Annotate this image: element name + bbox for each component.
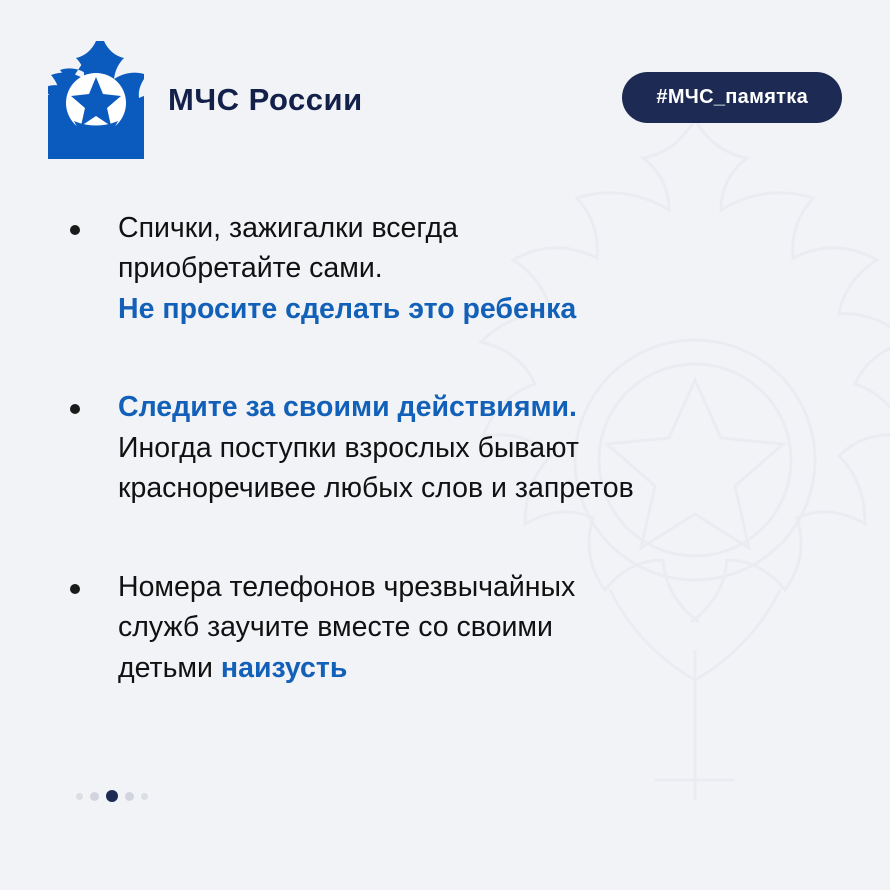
bullet-text — [118, 208, 576, 329]
header — [48, 40, 842, 160]
bullet-line-accent: наизусть — [220, 651, 348, 684]
pager-dot[interactable] — [125, 792, 134, 801]
emercom-emblem-icon — [48, 41, 144, 159]
bullet-dot-icon — [70, 225, 80, 235]
pager-dot[interactable] — [141, 793, 148, 800]
bullet-line-accent: Следите за своими действиями. — [118, 391, 577, 424]
bullet-text — [118, 387, 634, 508]
pager-dot-active[interactable] — [106, 790, 118, 802]
bullet-text — [118, 567, 575, 688]
list-item — [70, 208, 830, 329]
bullet-line-accent: Не просите сделать это ребенка — [118, 292, 577, 325]
bullet-line: красноречивее любых слов и запретов — [118, 472, 634, 505]
bullet-dot-icon — [70, 404, 80, 414]
bullet-line: служб заучите вместе со своими — [118, 611, 553, 644]
pager-dot[interactable] — [76, 793, 83, 800]
list-item — [70, 387, 830, 508]
carousel-pager[interactable] — [76, 790, 148, 802]
bullet-dot-icon — [70, 584, 80, 594]
bullet-list — [70, 208, 830, 746]
page-title: МЧС России — [168, 82, 363, 117]
list-item — [70, 567, 830, 688]
bullet-line: детьми — [118, 651, 221, 684]
pager-dot[interactable] — [90, 792, 99, 801]
hashtag-badge: #МЧС_памятка — [622, 72, 842, 123]
bullet-line: Иногда поступки взрослых бывают — [118, 431, 579, 464]
bullet-line: Спички, зажигалки всегда — [118, 212, 458, 244]
bullet-line: приобретайте сами. — [118, 252, 383, 285]
bullet-line: Номера телефонов чрезвычайных — [118, 570, 576, 603]
